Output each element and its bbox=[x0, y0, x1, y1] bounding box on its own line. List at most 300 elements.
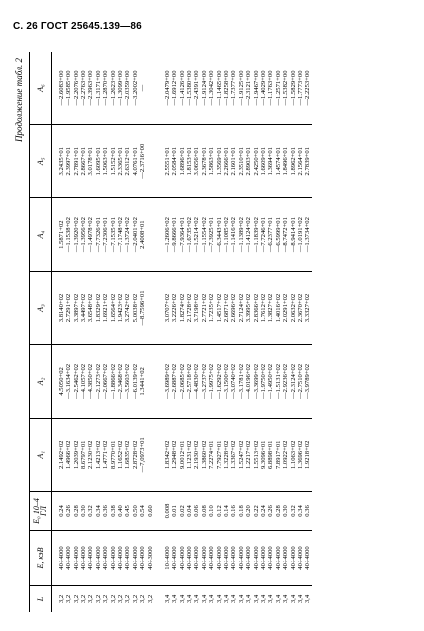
cell-a2: —2.3124+02 bbox=[289, 363, 297, 399]
cell-a1: 6.8898+01 bbox=[267, 440, 275, 470]
cell-e0: 0.22 bbox=[252, 505, 260, 517]
cell-a2: —3.1781+02 bbox=[237, 363, 245, 399]
cell-e0: 0.36 bbox=[102, 505, 110, 517]
cell-a3: 1.6921+02 bbox=[102, 293, 110, 323]
cell-a3: 1.7235+02 bbox=[208, 293, 216, 323]
cell-a3: 1.6564+02 bbox=[109, 293, 117, 323]
cell-a2: —1.6292+02 bbox=[215, 363, 223, 399]
cell-l: 3,2 bbox=[116, 594, 124, 604]
cell-a4: —2.0401+02 bbox=[131, 217, 139, 253]
cell-a1: 1.2217+02 bbox=[245, 440, 253, 470]
col-a5 bbox=[154, 125, 312, 198]
cell-a2: —3.1500+02 bbox=[223, 363, 231, 399]
cell-a4: —1.3956+02 bbox=[79, 217, 87, 253]
cell-a4 bbox=[147, 200, 154, 268]
col-a1 bbox=[51, 418, 154, 491]
cell-l: 3,2 bbox=[146, 594, 154, 604]
col-e bbox=[154, 531, 312, 586]
cell-e0: 0.008 bbox=[163, 503, 171, 519]
col-e bbox=[51, 531, 154, 586]
cell-e: 40÷4000 bbox=[208, 546, 216, 570]
cell-e: 40÷4000 bbox=[259, 546, 267, 570]
cell-a4: —7.1535+01 bbox=[109, 217, 117, 253]
cell-a5: 2.0584+01 bbox=[171, 147, 179, 176]
cell-a3: 2.6871+02 bbox=[223, 293, 231, 323]
cell-a5: 1.5863+01 bbox=[208, 147, 216, 176]
cell-a4: —1.2606+02 bbox=[163, 217, 171, 253]
cell-a1: 1.1063+02 bbox=[289, 440, 297, 470]
cell-l: 3,4 bbox=[274, 594, 282, 604]
cell-a3: 1.7612+02 bbox=[259, 293, 267, 323]
cell-e0: 0.54 bbox=[139, 505, 147, 517]
cell-l: 3,4 bbox=[193, 594, 201, 604]
header-a1: A₁ bbox=[30, 418, 52, 491]
cell-a2: —1.8866+02 bbox=[109, 363, 117, 399]
cell-e0: 0.28 bbox=[274, 505, 282, 517]
cell-a5: 2.4250+01 bbox=[252, 147, 260, 176]
cell-l: 3,4 bbox=[282, 594, 290, 604]
cell-a3: 1.4517+02 bbox=[215, 293, 223, 323]
cell-a6: —2.3121+00 bbox=[245, 70, 253, 106]
col-a2 bbox=[154, 345, 312, 418]
cell-e: 40÷4000 bbox=[230, 546, 238, 570]
cell-a3: 2.0632+02 bbox=[289, 293, 297, 323]
cell-a6: —1.9125+00 bbox=[237, 70, 245, 106]
cell-a6: —1.9124+00 bbox=[200, 70, 208, 106]
cell-a2 bbox=[147, 347, 154, 415]
cell-a5: 2.3997+01 bbox=[65, 147, 73, 176]
cell-a1: 2.1492+02 bbox=[57, 440, 65, 470]
cell-a4: —1.0191+02 bbox=[296, 217, 304, 253]
cell-e: 40÷4000 bbox=[289, 546, 297, 570]
cell-l: 3,4 bbox=[215, 594, 223, 604]
cell-a5: 1.3569+01 bbox=[215, 147, 223, 176]
cell-a4: —6.3443+01 bbox=[215, 217, 223, 253]
cell-a6: —1.3042+00 bbox=[208, 70, 216, 106]
cell-e: 10÷4000 bbox=[163, 546, 171, 570]
cell-a4: —6.5999+01 bbox=[274, 217, 282, 253]
cell-a6: —1.8258+00 bbox=[223, 70, 231, 106]
cell-a5: 1.6896+01 bbox=[178, 147, 186, 176]
cell-l: 3,4 bbox=[186, 594, 194, 604]
cell-l: 3,2 bbox=[131, 594, 139, 604]
cell-l: 3,4 bbox=[245, 594, 253, 604]
cell-a1: 1.5513+02 bbox=[252, 440, 260, 470]
cell-e: 40÷4000 bbox=[57, 546, 65, 570]
cell-e0: 0.38 bbox=[109, 505, 117, 517]
cell-e0: 0.12 bbox=[215, 505, 223, 517]
cell-a5: 3.2435+01 bbox=[57, 147, 65, 176]
col-a4 bbox=[51, 198, 154, 271]
cell-l: 3,4 bbox=[259, 594, 267, 604]
table-header-row bbox=[30, 52, 52, 612]
cell-a3: 1.4016+02 bbox=[274, 293, 282, 323]
cell-a3: 2.1728+02 bbox=[186, 293, 194, 323]
cell-a2: —2.0685+02 bbox=[178, 363, 186, 399]
cell-a2: —1.9750+02 bbox=[259, 363, 267, 399]
cell-e: 40÷4000 bbox=[215, 546, 223, 570]
cell-e: 40÷4000 bbox=[267, 546, 275, 570]
cell-a3: 3.8140+02 bbox=[57, 293, 65, 323]
cell-a2: —2.1273+02 bbox=[94, 363, 102, 399]
cell-a1: 9.3096+01 bbox=[259, 440, 267, 470]
cell-a5: 2.1564+01 bbox=[296, 147, 304, 176]
cell-e0: 0.30 bbox=[282, 505, 290, 517]
cell-l: 3,4 bbox=[230, 594, 238, 604]
cell-e: 40÷4000 bbox=[79, 546, 87, 570]
cell-l: 3,2 bbox=[139, 594, 147, 604]
cell-a3: 2.7721+02 bbox=[200, 293, 208, 323]
cell-l: 3,4 bbox=[237, 594, 245, 604]
cell-a6: —1.4126+00 bbox=[178, 70, 186, 106]
cell-a6: —2.2076+00 bbox=[72, 70, 80, 106]
cell-l: 3,4 bbox=[223, 594, 231, 604]
cell-a2: —3.6989+02 bbox=[163, 363, 171, 399]
cell-a1: 1.6835+02 bbox=[124, 440, 132, 470]
cell-e0: 0.30 bbox=[79, 505, 87, 517]
cell-l: 3,2 bbox=[109, 594, 117, 604]
cell-l: 3,2 bbox=[124, 594, 132, 604]
cell-e: 40÷4000 bbox=[72, 546, 80, 570]
cell-a3: 2.7124+02 bbox=[237, 293, 245, 323]
cell-a4: —1.3920+02 bbox=[72, 217, 80, 253]
cell-e: 40÷4000 bbox=[131, 546, 139, 570]
cell-a4: —7.1748+02 bbox=[116, 217, 124, 253]
cell-a3: 3.6548+02 bbox=[87, 293, 95, 323]
cell-a5: 2.7839+01 bbox=[304, 147, 312, 176]
cell-e: 40÷4000 bbox=[223, 546, 231, 570]
cell-a2: —2.7510+02 bbox=[296, 363, 304, 399]
cell-a6: —1.9585+00 bbox=[65, 70, 73, 106]
cell-a2: —1.9975+02 bbox=[208, 363, 216, 399]
cell-a2: —4.3850+02 bbox=[87, 363, 95, 399]
cell-a5: 1.5152+01 bbox=[109, 147, 117, 176]
table-caption: Продолжение табл. 2 bbox=[14, 58, 24, 142]
cell-l: 3,2 bbox=[72, 594, 80, 604]
cell-e: 40÷4000 bbox=[178, 546, 186, 570]
cell-a6: —2.2763+00 bbox=[79, 70, 87, 106]
cell-e0: 0.26 bbox=[267, 505, 275, 517]
cell-a2: —4.0196+02 bbox=[245, 363, 253, 399]
cell-a2: —3.5603+02 bbox=[124, 363, 132, 399]
cell-a2: —2.5718+02 bbox=[186, 363, 194, 399]
cell-a4: —1.3724+02 bbox=[124, 217, 132, 253]
cell-a5: 3.0656+01 bbox=[193, 147, 201, 176]
cell-a5: 1.4574+01 bbox=[274, 147, 282, 176]
cell-a6: —1.4029+00 bbox=[259, 70, 267, 106]
cell-a4: —1.1839+02 bbox=[252, 217, 260, 253]
cell-e0: 0.02 bbox=[178, 505, 186, 517]
cell-a3: 3.3897+02 bbox=[72, 293, 80, 323]
col-a4 bbox=[154, 198, 312, 271]
cell-a1: 1.1231+02 bbox=[186, 440, 194, 470]
cell-e: 40÷4000 bbox=[94, 546, 102, 570]
cell-e: 40÷4000 bbox=[102, 546, 110, 570]
cell-a6: —1.2623+00 bbox=[109, 70, 117, 106]
cell-e0: 0.32 bbox=[87, 505, 95, 517]
cell-l: 3,4 bbox=[296, 594, 304, 604]
cell-a4: 2.4008+01 bbox=[139, 220, 147, 249]
cell-a5: 2.2666+01 bbox=[223, 147, 231, 176]
cell-a2: —3.3699+02 bbox=[252, 363, 260, 399]
cell-a4: —1.1538+02 bbox=[65, 217, 73, 253]
cell-a5: 2.7891+01 bbox=[72, 147, 80, 176]
cell-e: 40÷4000 bbox=[139, 546, 147, 570]
cell-e: 40÷4000 bbox=[252, 546, 260, 570]
col-e0 bbox=[51, 492, 154, 531]
cell-a1: 1.4966+02 bbox=[65, 440, 73, 470]
cell-a5: 2.3678+01 bbox=[200, 147, 208, 176]
cell-l: 3,4 bbox=[171, 594, 179, 604]
cell-a5: 2.3365+01 bbox=[116, 147, 124, 176]
cell-a2: —2.9236+02 bbox=[282, 363, 290, 399]
cell-a1: 1.8342+02 bbox=[163, 440, 171, 470]
cell-a2: —3.2737+02 bbox=[200, 363, 208, 399]
cell-e: 40÷4000 bbox=[87, 546, 95, 570]
cell-a1: 1.3860+02 bbox=[200, 440, 208, 470]
cell-a3: 3.2226+02 bbox=[171, 293, 179, 323]
col-a6 bbox=[51, 52, 154, 125]
rotated-table-container bbox=[14, 52, 414, 612]
cell-a1: 1.4771+02 bbox=[102, 440, 110, 470]
cell-e: 40÷4000 bbox=[296, 546, 304, 570]
cell-a2: 1.3441+02 bbox=[139, 367, 147, 396]
cell-a2: 4.5050+02 bbox=[57, 367, 65, 396]
cell-e: 40÷4000 bbox=[124, 546, 132, 570]
cell-a6: — bbox=[139, 84, 147, 92]
cell-e0: 0.24 bbox=[259, 505, 267, 517]
cell-e0: 0.26 bbox=[65, 505, 73, 517]
cell-a5: 2.5551+01 bbox=[163, 147, 171, 176]
header-a6: A₆ bbox=[30, 52, 52, 125]
cell-a1: 9.0012+01 bbox=[178, 440, 186, 470]
cell-e0: 0.01 bbox=[171, 505, 179, 517]
cell-e0: 0.14 bbox=[223, 505, 231, 517]
cell-a1: 1.5247+02 bbox=[237, 440, 245, 470]
cell-a5: 4.0761+01 bbox=[131, 147, 139, 176]
cell-l: 3,2 bbox=[102, 594, 110, 604]
cell-a4: —7.7246+01 bbox=[259, 217, 267, 253]
cell-a4: —1.1416+02 bbox=[230, 217, 238, 253]
cell-e: 40÷4000 bbox=[116, 546, 124, 570]
cell-a1: 1.2039+02 bbox=[72, 440, 80, 470]
cell-a6: —2.2253+00 bbox=[304, 70, 312, 106]
cell-a3: 5.0038+02 bbox=[131, 293, 139, 323]
cell-a1: 7.2274+01 bbox=[208, 440, 216, 470]
cell-e0: 0.06 bbox=[193, 505, 201, 517]
cell-e: 40÷4000 bbox=[304, 546, 312, 570]
cell-a3 bbox=[147, 274, 154, 342]
cell-a1: 2.1930+02 bbox=[193, 440, 201, 470]
cell-a2: —6.0139+02 bbox=[131, 363, 139, 399]
cell-a6: —2.6083+00 bbox=[57, 70, 65, 106]
table-row bbox=[154, 52, 312, 612]
cell-a4: —7.9364+01 bbox=[178, 217, 186, 253]
cell-e0: 0.34 bbox=[94, 505, 102, 517]
cell-a5: 1.8153+01 bbox=[186, 147, 194, 176]
cell-e0: 0.20 bbox=[245, 505, 253, 517]
cell-e0: 0.08 bbox=[200, 505, 208, 517]
cell-a1: 1.1652+02 bbox=[116, 440, 124, 470]
cell-a3: 2.3670+02 bbox=[296, 293, 304, 323]
col-a3 bbox=[51, 271, 154, 344]
table-row bbox=[51, 52, 154, 612]
cell-l: 3,4 bbox=[178, 594, 186, 604]
cell-e0: 0.40 bbox=[116, 505, 124, 517]
cell-a5: 2.8903+01 bbox=[245, 147, 253, 176]
cell-a1: 1.0922+02 bbox=[282, 440, 290, 470]
header-a4: A₄ bbox=[30, 198, 52, 271]
header-a5: A₅ bbox=[30, 125, 52, 198]
cell-a6: —1.3099+00 bbox=[116, 70, 124, 106]
cell-l: 3,4 bbox=[200, 594, 208, 604]
col-a5 bbox=[51, 125, 154, 198]
cell-a6: —1.2571+00 bbox=[274, 70, 282, 106]
cell-l: 3,4 bbox=[208, 594, 216, 604]
cell-a3: 1.9423+02 bbox=[116, 293, 124, 323]
cell-a6: —1.1763+00 bbox=[267, 70, 275, 106]
cell-l: 3,4 bbox=[304, 594, 312, 604]
cell-e: 40÷4000 bbox=[245, 546, 253, 570]
cell-a5: —2.3716+00 bbox=[139, 143, 147, 179]
cell-a4: —1.3734+02 bbox=[304, 217, 312, 253]
cell-a1: 2.1230+02 bbox=[87, 440, 95, 470]
cell-a6 bbox=[147, 54, 154, 122]
cell-l: 3,2 bbox=[94, 594, 102, 604]
cell-e: 40÷4000 bbox=[200, 546, 208, 570]
cell-e0: 0.10 bbox=[208, 505, 216, 517]
cell-e0: 0.60 bbox=[146, 505, 154, 517]
cell-a1: 2.8728+02 bbox=[131, 440, 139, 470]
cell-a2: —3.0740+02 bbox=[230, 363, 238, 399]
cell-a3: 1.8329+02 bbox=[94, 293, 102, 323]
cell-e: 40÷4000 bbox=[237, 546, 245, 570]
cell-a6: —1.7377+00 bbox=[230, 70, 238, 106]
cell-a4: —1.4978+02 bbox=[87, 217, 95, 253]
cell-a1 bbox=[147, 421, 154, 489]
cell-a4: —7.2306+01 bbox=[102, 217, 110, 253]
cell-l: 3,4 bbox=[252, 594, 260, 604]
cell-a4: —1.1554+02 bbox=[200, 217, 208, 253]
cell-a2: —1.4950+02 bbox=[267, 363, 275, 399]
cell-e0: 0.32 bbox=[289, 505, 297, 517]
cell-a4: —6.2377+01 bbox=[267, 217, 275, 253]
cell-a4: —1.4124+02 bbox=[245, 217, 253, 253]
cell-e: 40÷4000 bbox=[193, 546, 201, 570]
cell-l: 3,2 bbox=[57, 594, 65, 604]
cell-e: 40÷4000 bbox=[65, 546, 73, 570]
group-l34 bbox=[154, 52, 312, 612]
cell-l: 3,2 bbox=[79, 594, 87, 604]
cell-a1: 1.4213+02 bbox=[94, 440, 102, 470]
cell-a2: —2.3468+02 bbox=[116, 363, 124, 399]
cell-a2: —4.4830+02 bbox=[193, 363, 201, 399]
cell-e0: 0.04 bbox=[186, 505, 194, 517]
cell-a6: —1.5829+00 bbox=[289, 70, 297, 106]
cell-e: 40÷3000 bbox=[146, 546, 154, 570]
cell-a1: 1.2948+02 bbox=[171, 440, 179, 470]
cell-a1: 8.6797+01 bbox=[79, 440, 87, 470]
cell-a3: 3.0707+02 bbox=[163, 293, 171, 323]
cell-e: 40÷4000 bbox=[282, 546, 290, 570]
cell-a2: —2.5462+02 bbox=[72, 363, 80, 399]
cell-a3: 3.7198+02 bbox=[193, 293, 201, 323]
cell-a5: 2.3510+01 bbox=[237, 147, 245, 176]
cell-a5: 1.6609+01 bbox=[259, 147, 267, 176]
cell-a4: —1.6735+02 bbox=[186, 217, 194, 253]
cell-a4: —1.5214+02 bbox=[193, 217, 201, 253]
cell-l: 3,4 bbox=[163, 594, 171, 604]
cell-a1: 1.3367+02 bbox=[230, 440, 238, 470]
cell-a3: —8.7596+01 bbox=[139, 290, 147, 326]
cell-a5: 3.0178+01 bbox=[87, 147, 95, 176]
cell-a4: 1.5871+02 bbox=[57, 220, 65, 249]
cell-a6: —2.3963+00 bbox=[87, 70, 95, 106]
cell-l: 3,4 bbox=[267, 594, 275, 604]
cell-a6: —1.6912+00 bbox=[171, 70, 179, 106]
cell-a2: —2.0667+02 bbox=[102, 363, 110, 399]
cell-a2: —3.9789+02 bbox=[304, 363, 312, 399]
cell-a2: —2.6887+02 bbox=[171, 363, 179, 399]
cell-a1: 1.3228+02 bbox=[223, 440, 231, 470]
cell-a3: 3.4497+02 bbox=[79, 293, 87, 323]
cell-a6: —2.4391+00 bbox=[193, 70, 201, 106]
cell-a3: 2.8366+02 bbox=[252, 293, 260, 323]
cell-e: 40÷4000 bbox=[274, 546, 282, 570]
cell-a2: —3.1634+02 bbox=[65, 363, 73, 399]
cell-a3: 2.6696+02 bbox=[230, 293, 238, 323]
cell-a1: 8.9770+01 bbox=[109, 440, 117, 470]
cell-a5: 1.8962+01 bbox=[289, 147, 297, 176]
cell-e0: 0.45 bbox=[124, 505, 132, 517]
cell-a4: —7.7326+01 bbox=[94, 217, 102, 253]
cell-l: 3,4 bbox=[289, 594, 297, 604]
cell-e: 40÷4000 bbox=[109, 546, 117, 570]
header-l: L bbox=[30, 586, 52, 613]
cell-a5: 2.8667+01 bbox=[79, 147, 87, 176]
cell-e0: 0.36 bbox=[304, 505, 312, 517]
data-table bbox=[29, 52, 312, 612]
cell-a1: 1.9218+02 bbox=[304, 440, 312, 470]
col-a6 bbox=[154, 52, 312, 125]
cell-a6: —1.5382+00 bbox=[282, 70, 290, 106]
cell-a6: —1.3171+00 bbox=[94, 70, 102, 106]
cell-a6: —1.9467+00 bbox=[252, 70, 260, 106]
cell-a3: 3.3327+02 bbox=[304, 293, 312, 323]
cell-a3: 1.8274+02 bbox=[178, 293, 186, 323]
cell-a1: 1.3696+02 bbox=[296, 440, 304, 470]
group-l32 bbox=[51, 52, 154, 612]
cell-a4: —1.1085+02 bbox=[223, 217, 231, 253]
header-e0: E₀ 10–4 ГЛ bbox=[30, 492, 52, 531]
cell-e0: 0.50 bbox=[131, 505, 139, 517]
cell-a3: 1.3827+02 bbox=[267, 293, 275, 323]
cell-a6: —1.5380+00 bbox=[186, 70, 194, 106]
cell-a5: 1.6095+01 bbox=[94, 147, 102, 176]
col-a1 bbox=[154, 418, 312, 491]
cell-a6: —1.1465+00 bbox=[215, 70, 223, 106]
cell-a2: —1.5131+02 bbox=[274, 363, 282, 399]
col-e0 bbox=[154, 492, 312, 531]
cell-a4: —9.8666+01 bbox=[171, 217, 179, 253]
cell-l: 3,2 bbox=[65, 594, 73, 604]
cell-a5 bbox=[147, 127, 154, 195]
cell-a3: 2.7291+02 bbox=[65, 293, 73, 323]
col-l bbox=[51, 586, 154, 613]
cell-a2: —4.1057+02 bbox=[79, 363, 87, 399]
cell-a5: 2.1601+01 bbox=[230, 147, 238, 176]
cell-a1: 7.8917+01 bbox=[274, 440, 282, 470]
